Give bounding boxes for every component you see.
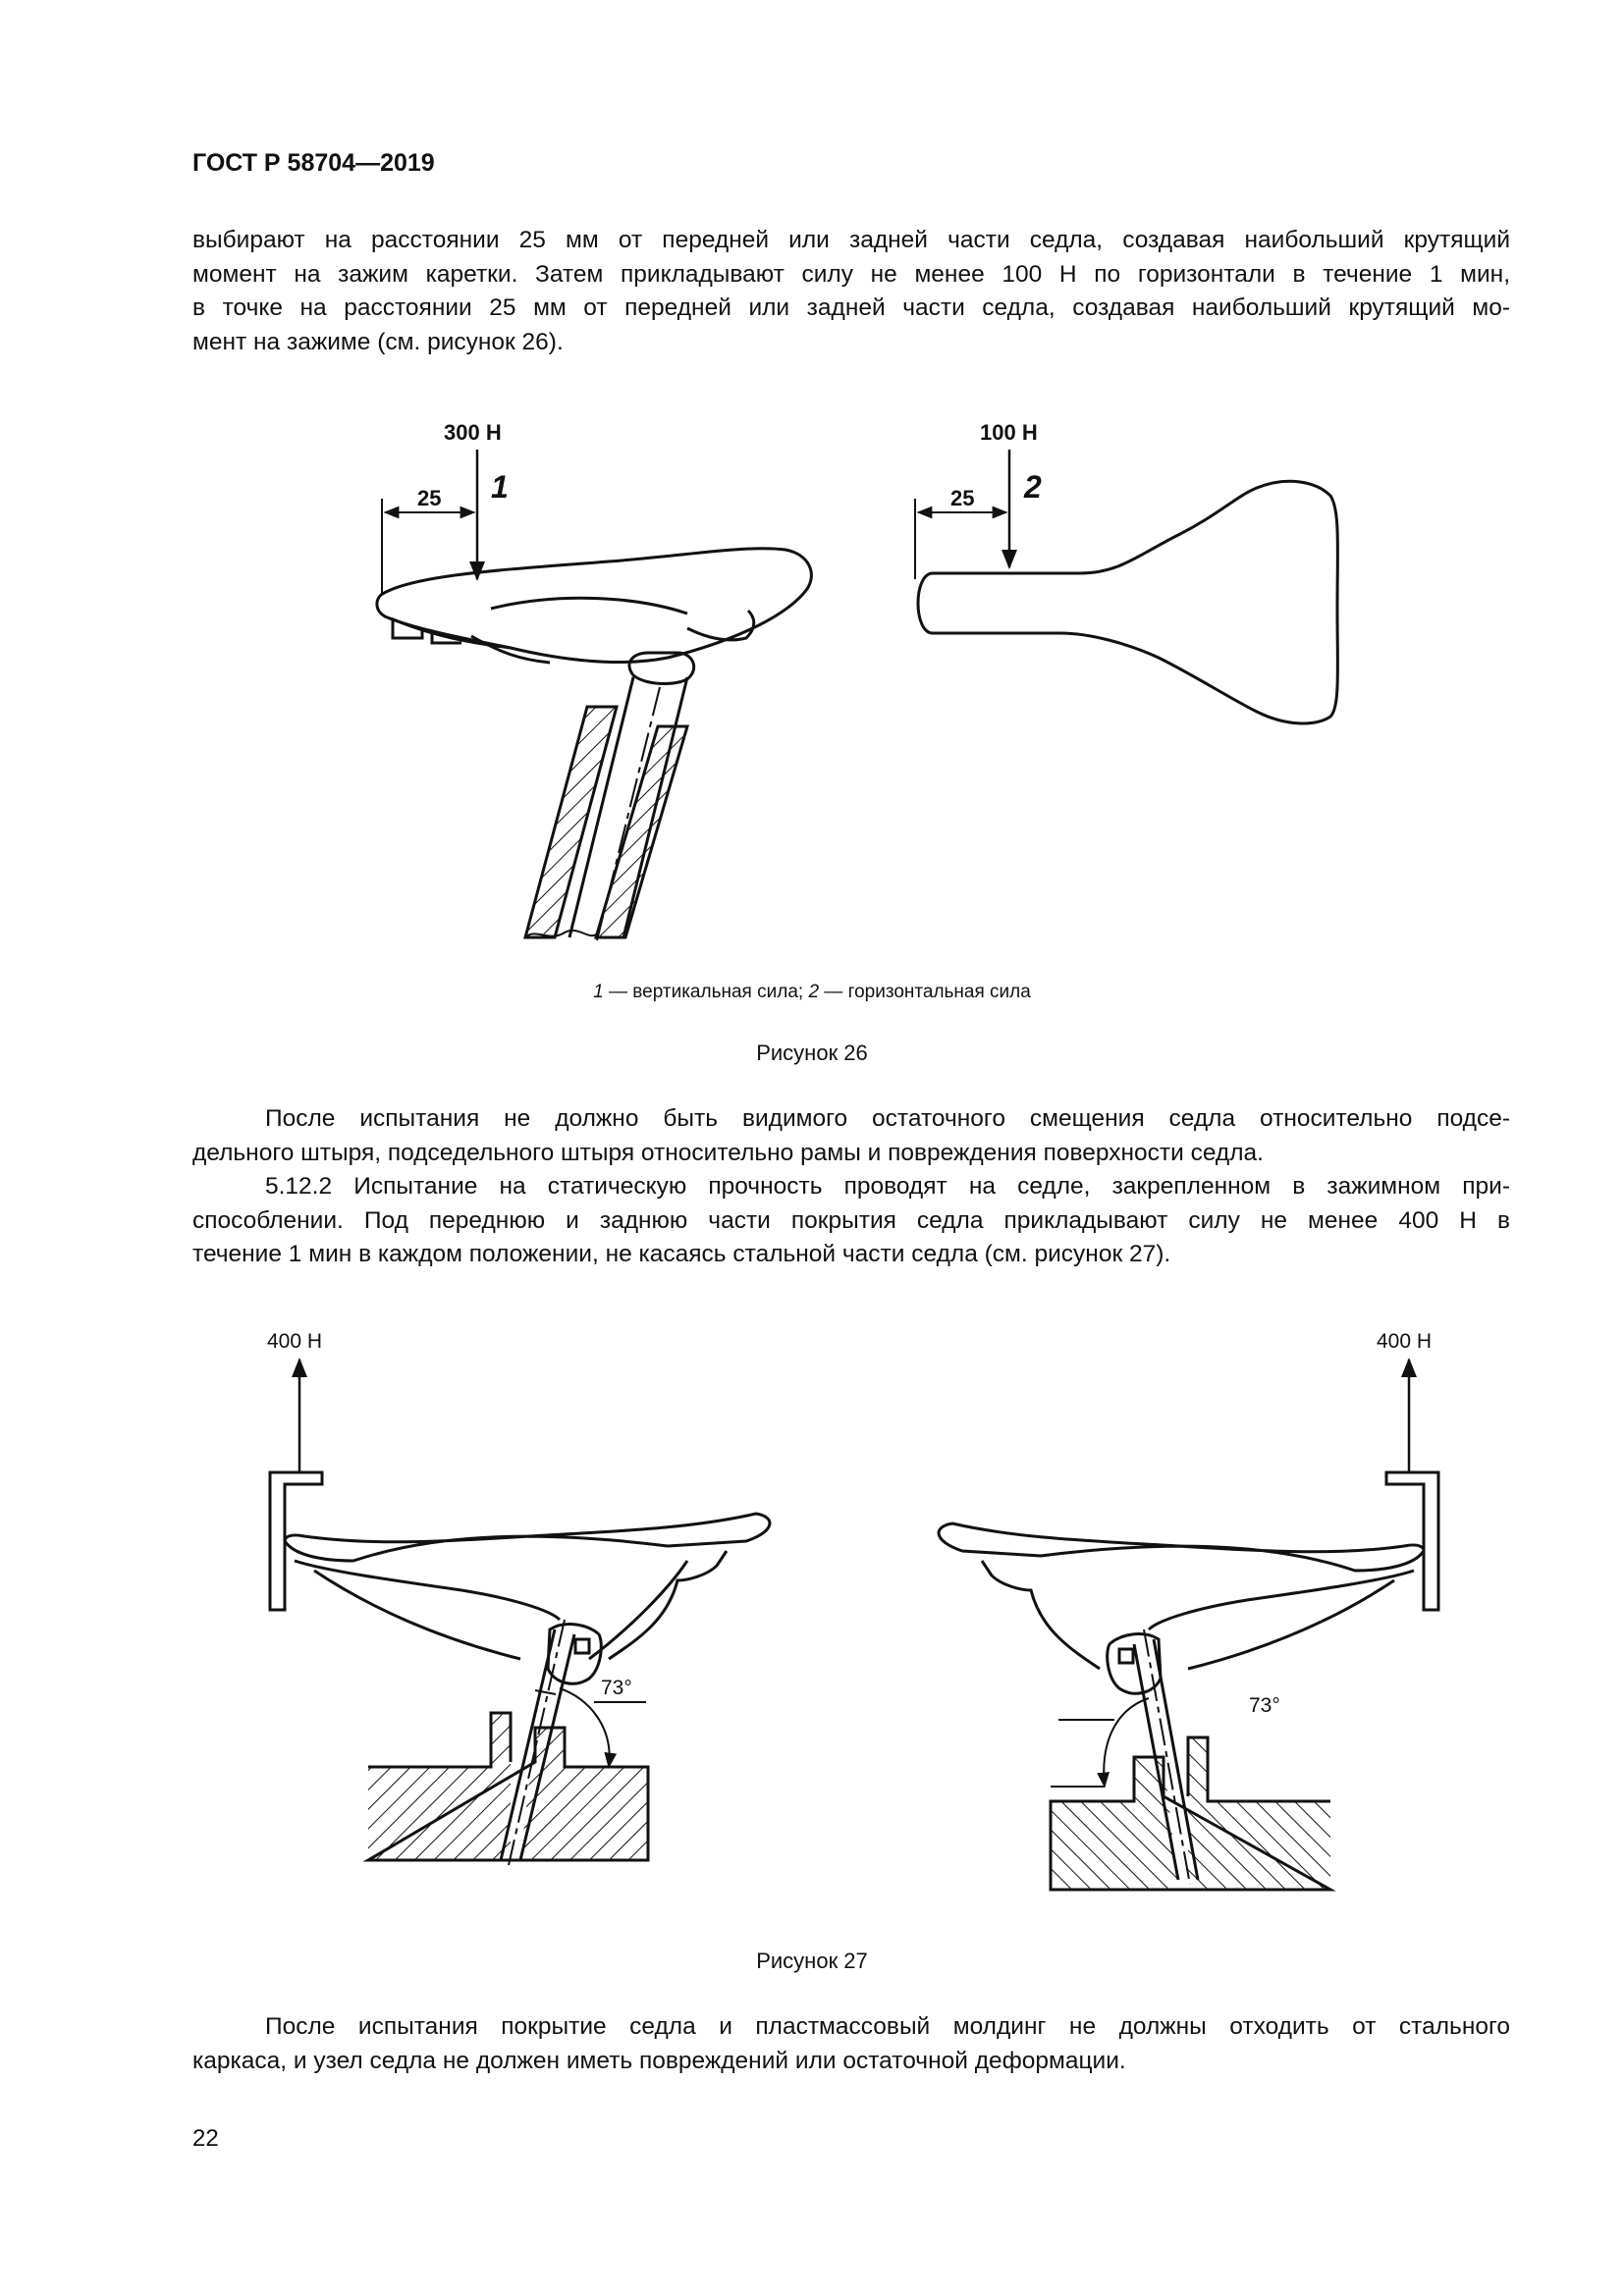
text-line: течение 1 мин в каждом положении, не касаясь стальной части седла (см. рисунок 27). xyxy=(192,1241,1171,1267)
saddle-top-outline xyxy=(918,481,1337,723)
page-number: 22 xyxy=(192,2125,219,2152)
document-header: ГОСТ Р 58704—2019 xyxy=(192,149,435,177)
figure26-callout-1: 1 xyxy=(491,469,509,505)
figure26-dimension-right: 25 xyxy=(950,486,975,510)
text-line: в точке на расстоянии 25 мм от передней или задней части седла, создавая наибольший крутящий мо- xyxy=(192,294,1510,321)
figure27-caption: Рисунок 27 xyxy=(756,1949,868,1973)
figure26-caption: Рисунок 26 xyxy=(756,1041,868,1065)
figure27-left-drawing xyxy=(270,1360,770,1865)
figure27-right-drawing xyxy=(939,1360,1438,1890)
legend-text-2: — горизонтальная сила xyxy=(819,982,1031,1002)
text-line: каркаса, и узел седла не должен иметь повреждений или остаточной деформации. xyxy=(192,2047,1126,2074)
text-line: мент на зажиме (см. рисунок 26). xyxy=(192,328,564,355)
text-line: выбирают на расстоянии 25 мм от передней или задней части седла, создавая наибольший крутящий xyxy=(192,227,1510,253)
figure27-angle-label-right: 73° xyxy=(1249,1694,1280,1717)
figure26-callout-2: 2 xyxy=(1024,469,1042,505)
text-line: После испытания не должно быть видимого остаточного смещения седла относительно подсе- xyxy=(265,1105,1510,1132)
figure26-top-view xyxy=(915,450,1337,723)
figure26-force-label-right: 100 Н xyxy=(980,420,1038,445)
text-line: момент на зажим каретки. Затем прикладывают силу не менее 100 Н по горизонтали в течение 1 мин, xyxy=(192,260,1510,288)
figure26-force-label-left: 300 Н xyxy=(444,420,502,445)
figure26-side-view xyxy=(377,450,811,940)
figure27-angle-label-left: 73° xyxy=(601,1677,632,1699)
final-paragraph xyxy=(192,2010,1510,2078)
figure27-force-label-right: 400 Н xyxy=(1377,1330,1433,1353)
text-line: способлении. Под переднюю и заднюю части покрытия седла прикладывают силу не менее 400 Н в xyxy=(192,1206,1510,1234)
paragraph-5-12-2 xyxy=(192,1170,1510,1272)
legend-number-1: 1 xyxy=(593,982,604,1002)
legend-number-2: 2 xyxy=(808,982,820,1002)
text-line: дельного штыря, подседельного штыря относительно рамы и повреждения поверхности седла. xyxy=(192,1139,1264,1166)
figure27-force-label-left: 400 Н xyxy=(267,1330,323,1353)
text-line: 5.12.2 Испытание на статическую прочность проводят на седле, закрепленном в зажимном при- xyxy=(265,1173,1510,1200)
paragraph-after-test xyxy=(192,1102,1510,1170)
figure26-dimension-left: 25 xyxy=(417,486,442,510)
text-line: После испытания покрытие седла и пластмассовый молдинг не должны отходить от стального xyxy=(265,2013,1510,2040)
saddle-side-outline xyxy=(377,549,811,663)
legend-text-1: — вертикальная сила; xyxy=(603,982,809,1002)
figure26-legend xyxy=(0,982,1624,1003)
